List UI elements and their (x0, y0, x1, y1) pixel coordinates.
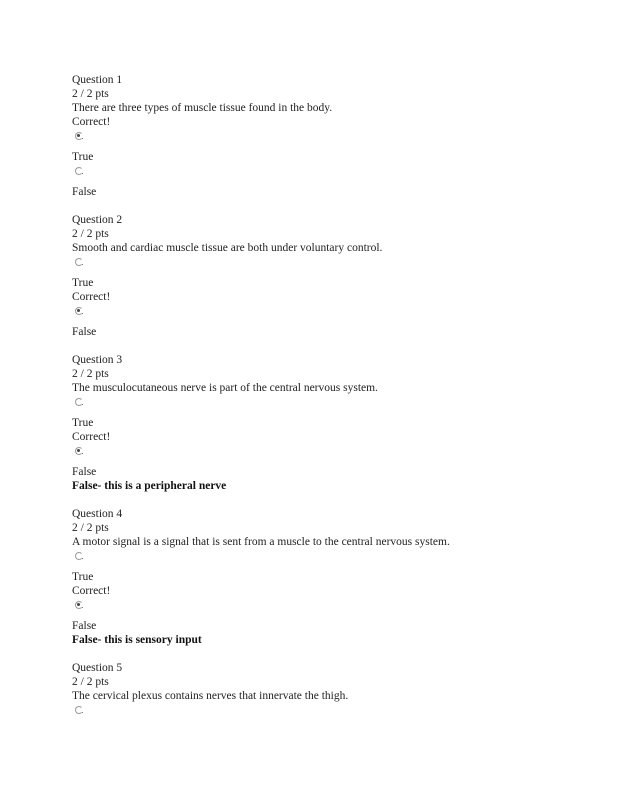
answer-feedback: False- this is sensory input (72, 634, 202, 646)
question-block (72, 661, 592, 724)
radio-mark-icon (82, 173, 83, 174)
radio-button[interactable] (72, 304, 592, 325)
radio-selected-dot-icon (77, 603, 80, 606)
correct-label: Correct! (72, 585, 111, 597)
question-prompt: A motor signal is a signal that is sent from a muscle to the central nervous system. (72, 536, 450, 548)
question-points: 2 / 2 pts (72, 676, 109, 688)
radio-button[interactable] (72, 444, 592, 465)
radio-selected-dot-icon (77, 134, 80, 137)
option-label: True (72, 277, 94, 289)
radio-mark-icon (82, 453, 83, 454)
radio-mark-icon (82, 313, 83, 314)
radio-button[interactable] (72, 598, 592, 619)
radio-button[interactable] (72, 164, 592, 185)
option-label: False (72, 186, 97, 198)
question-points: 2 / 2 pts (72, 88, 109, 100)
question-title: Question 3 (72, 354, 123, 366)
option-label: True (72, 151, 94, 163)
radio-mark-icon (82, 264, 83, 265)
quiz-results (72, 73, 592, 738)
question-block (72, 353, 592, 493)
question-points: 2 / 2 pts (72, 522, 109, 534)
correct-label: Correct! (72, 116, 111, 128)
correct-label: Correct! (72, 431, 111, 443)
question-prompt: There are three types of muscle tissue found in the body. (72, 102, 333, 114)
option-label: True (72, 571, 94, 583)
question-title: Question 1 (72, 74, 123, 86)
question-block (72, 507, 592, 647)
radio-selected-dot-icon (77, 449, 80, 452)
question-points: 2 / 2 pts (72, 228, 109, 240)
question-prompt: The musculocutaneous nerve is part of the central nervous system. (72, 382, 378, 394)
radio-button[interactable] (72, 395, 592, 416)
radio-mark-icon (82, 558, 83, 559)
question-prompt: Smooth and cardiac muscle tissue are both under voluntary control. (72, 242, 383, 254)
question-title: Question 5 (72, 662, 123, 674)
question-prompt: The cervical plexus contains nerves that innervate the thigh. (72, 690, 349, 702)
option-label: False (72, 466, 97, 478)
radio-button[interactable] (72, 129, 592, 150)
correct-label: Correct! (72, 291, 111, 303)
option-label: False (72, 620, 97, 632)
question-points: 2 / 2 pts (72, 368, 109, 380)
radio-button[interactable] (72, 255, 592, 276)
radio-mark-icon (82, 404, 83, 405)
radio-button[interactable] (72, 549, 592, 570)
option-label: True (72, 417, 94, 429)
option-label: False (72, 326, 97, 338)
radio-selected-dot-icon (77, 309, 80, 312)
radio-mark-icon (82, 607, 83, 608)
radio-mark-icon (82, 712, 83, 713)
question-title: Question 4 (72, 508, 123, 520)
answer-feedback: False- this is a peripheral nerve (72, 480, 227, 492)
question-title: Question 2 (72, 214, 123, 226)
radio-mark-icon (82, 138, 83, 139)
radio-button[interactable] (72, 703, 592, 724)
question-block (72, 213, 592, 339)
question-block (72, 73, 592, 199)
